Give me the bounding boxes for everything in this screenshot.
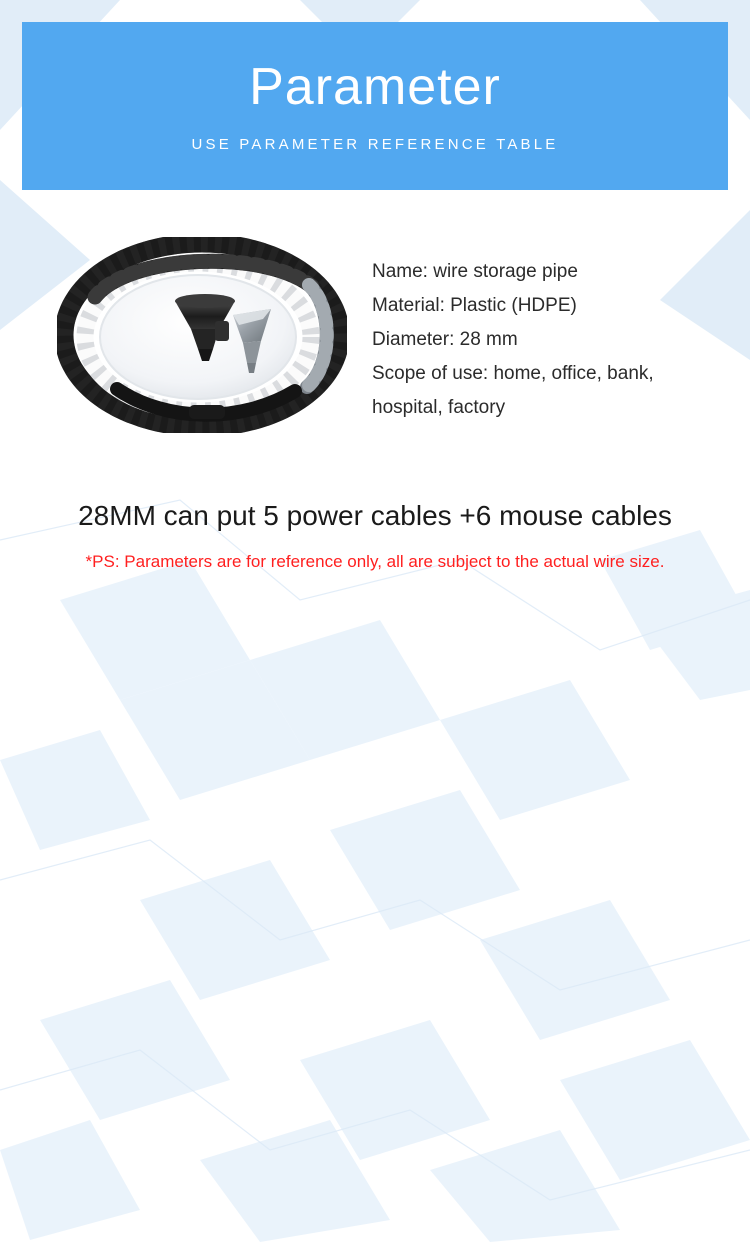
spec-row-diameter: Diameter: 28 mm (372, 329, 518, 350)
disclaimer-note: *PS: Parameters are for reference only, all are subject to the actual wire size. (85, 552, 665, 571)
spec-list (372, 255, 654, 425)
page-banner (22, 22, 728, 190)
page-title: Parameter (249, 57, 501, 116)
spec-row-material: Material: Plastic (HDPE) (372, 295, 577, 316)
spec-row-name: Name: wire storage pipe (372, 261, 578, 282)
page-subtitle: USE PARAMETER REFERENCE TABLE (191, 136, 559, 154)
product-image (22, 205, 352, 465)
spec-row-scope: Scope of use: home, office, bank, (372, 363, 654, 384)
capacity-headline: 28MM can put 5 power cables +6 mouse cables (78, 500, 672, 531)
product-illustration (57, 237, 347, 433)
specification-section (22, 205, 728, 475)
spec-row-scope-cont: hospital, factory (372, 397, 506, 418)
